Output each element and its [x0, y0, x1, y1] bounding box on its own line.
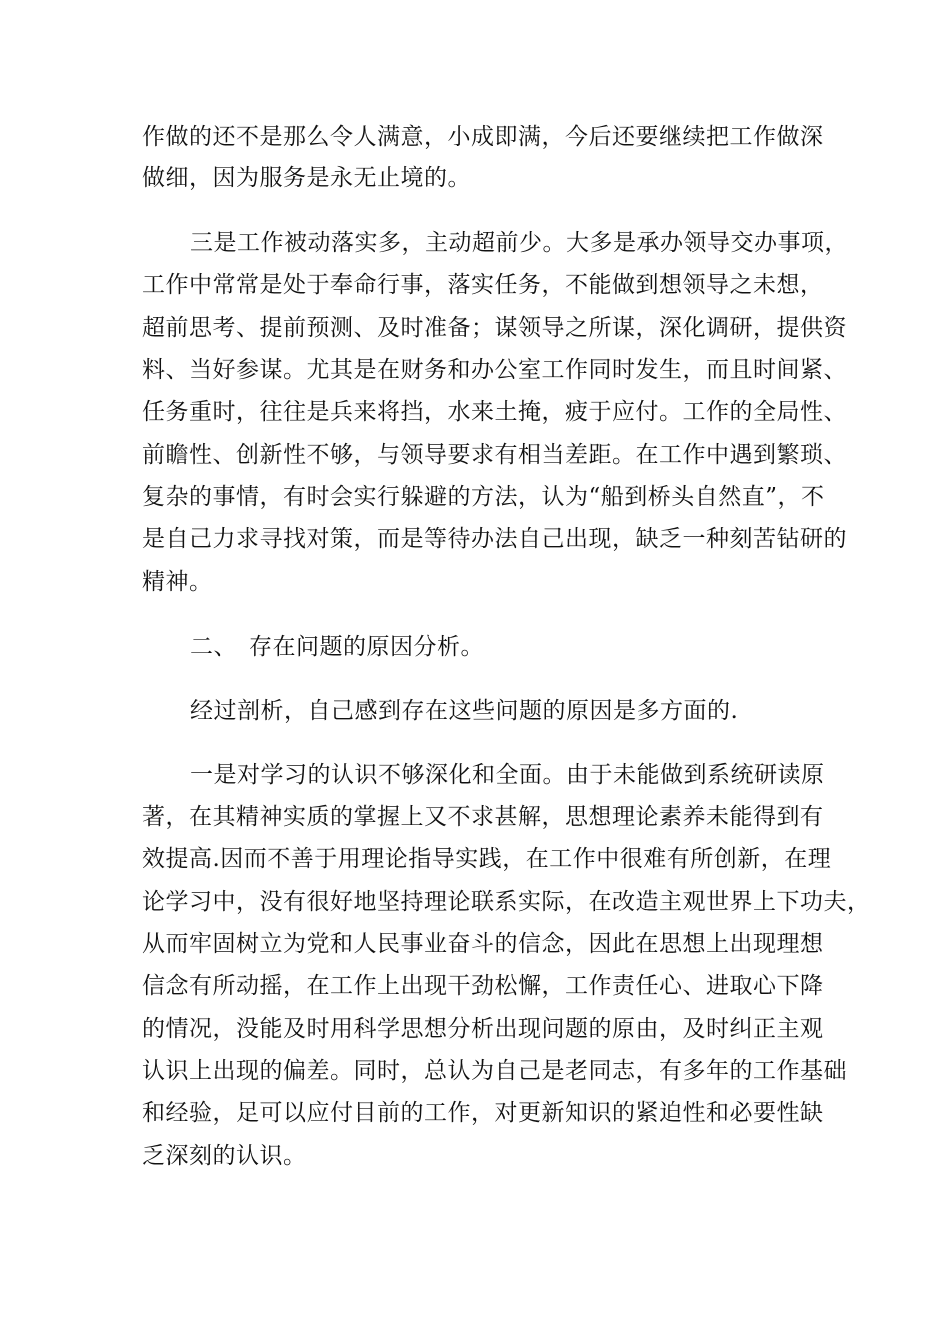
paragraph-2-line-8: 是自己力求寻找对策，而是等待办法自己出现，缺乏一种刻苦钻研的 [142, 526, 847, 552]
paragraph-4-line-5: 从而牢固树立为党和人民事业奋斗的信念，因此在思想上出现理想 [142, 931, 824, 957]
paragraph-4-line-8: 认识上出现的偏差。同时，总认为自己是老同志，有多年的工作基础 [142, 1058, 847, 1084]
paragraph-2-line-5: 任务重时，往往是兵来将挡，水来土掩，疲于应付。工作的全局性、 [142, 399, 847, 425]
paragraph-4-line-4: 论学习中，没有很好地坚持理论联系实际，在改造主观世界上下功夫， [142, 889, 871, 915]
paragraph-1-line-2: 做细，因为服务是永无止境的。 [142, 165, 471, 191]
paragraph-2-line-6: 前瞻性、创新性不够，与领导要求有相当差距。在工作中遇到繁琐、 [142, 442, 847, 468]
paragraph-4-line-1: 一是对学习的认识不够深化和全面。由于未能做到系统研读原 [190, 762, 825, 788]
paragraph-4-line-3: 效提高.因而不善于用理论指导实践，在工作中很难有所创新，在理 [142, 846, 832, 872]
paragraph-2-line-1: 三是工作被动落实多，主动超前少。大多是承办领导交办事项， [190, 230, 848, 256]
paragraph-4-line-10: 乏深刻的认识。 [142, 1143, 307, 1169]
paragraph-4-line-2: 著，在其精神实质的掌握上又不求甚解，思想理论素养未能得到有 [142, 804, 824, 830]
paragraph-2-line-9: 精神。 [142, 569, 213, 595]
paragraph-2-line-2: 工作中常常是处于奉命行事，落实任务，不能做到想领导之未想， [142, 272, 824, 298]
paragraph-4-line-6: 信念有所动摇，在工作上出现干劲松懈，工作责任心、进取心下降 [142, 973, 824, 999]
section-heading: 二、 存在问题的原因分析。 [190, 634, 484, 660]
paragraph-4-line-7: 的情况，没能及时用科学思想分析出现问题的原由，及时纠正主观 [142, 1016, 824, 1042]
paragraph-2-line-4: 料、当好参谋。尤其是在财务和办公室工作同时发生，而且时间紧、 [142, 357, 847, 383]
paragraph-4-line-9: 和经验，足可以应付目前的工作，对更新知识的紧迫性和必要性缺 [142, 1100, 824, 1126]
paragraph-2-line-7: 复杂的事情，有时会实行躲避的方法，认为“船到桥头自然直”，不 [142, 484, 825, 510]
paragraph-1-line-1: 作做的还不是那么令人满意，小成即满，今后还要继续把工作做深 [142, 124, 824, 150]
paragraph-3-line-1: 经过剖析，自己感到存在这些问题的原因是多方面的. [190, 698, 739, 724]
paragraph-2-line-3: 超前思考、提前预测、及时准备；谋领导之所谋，深化调研，提供资 [142, 315, 847, 341]
